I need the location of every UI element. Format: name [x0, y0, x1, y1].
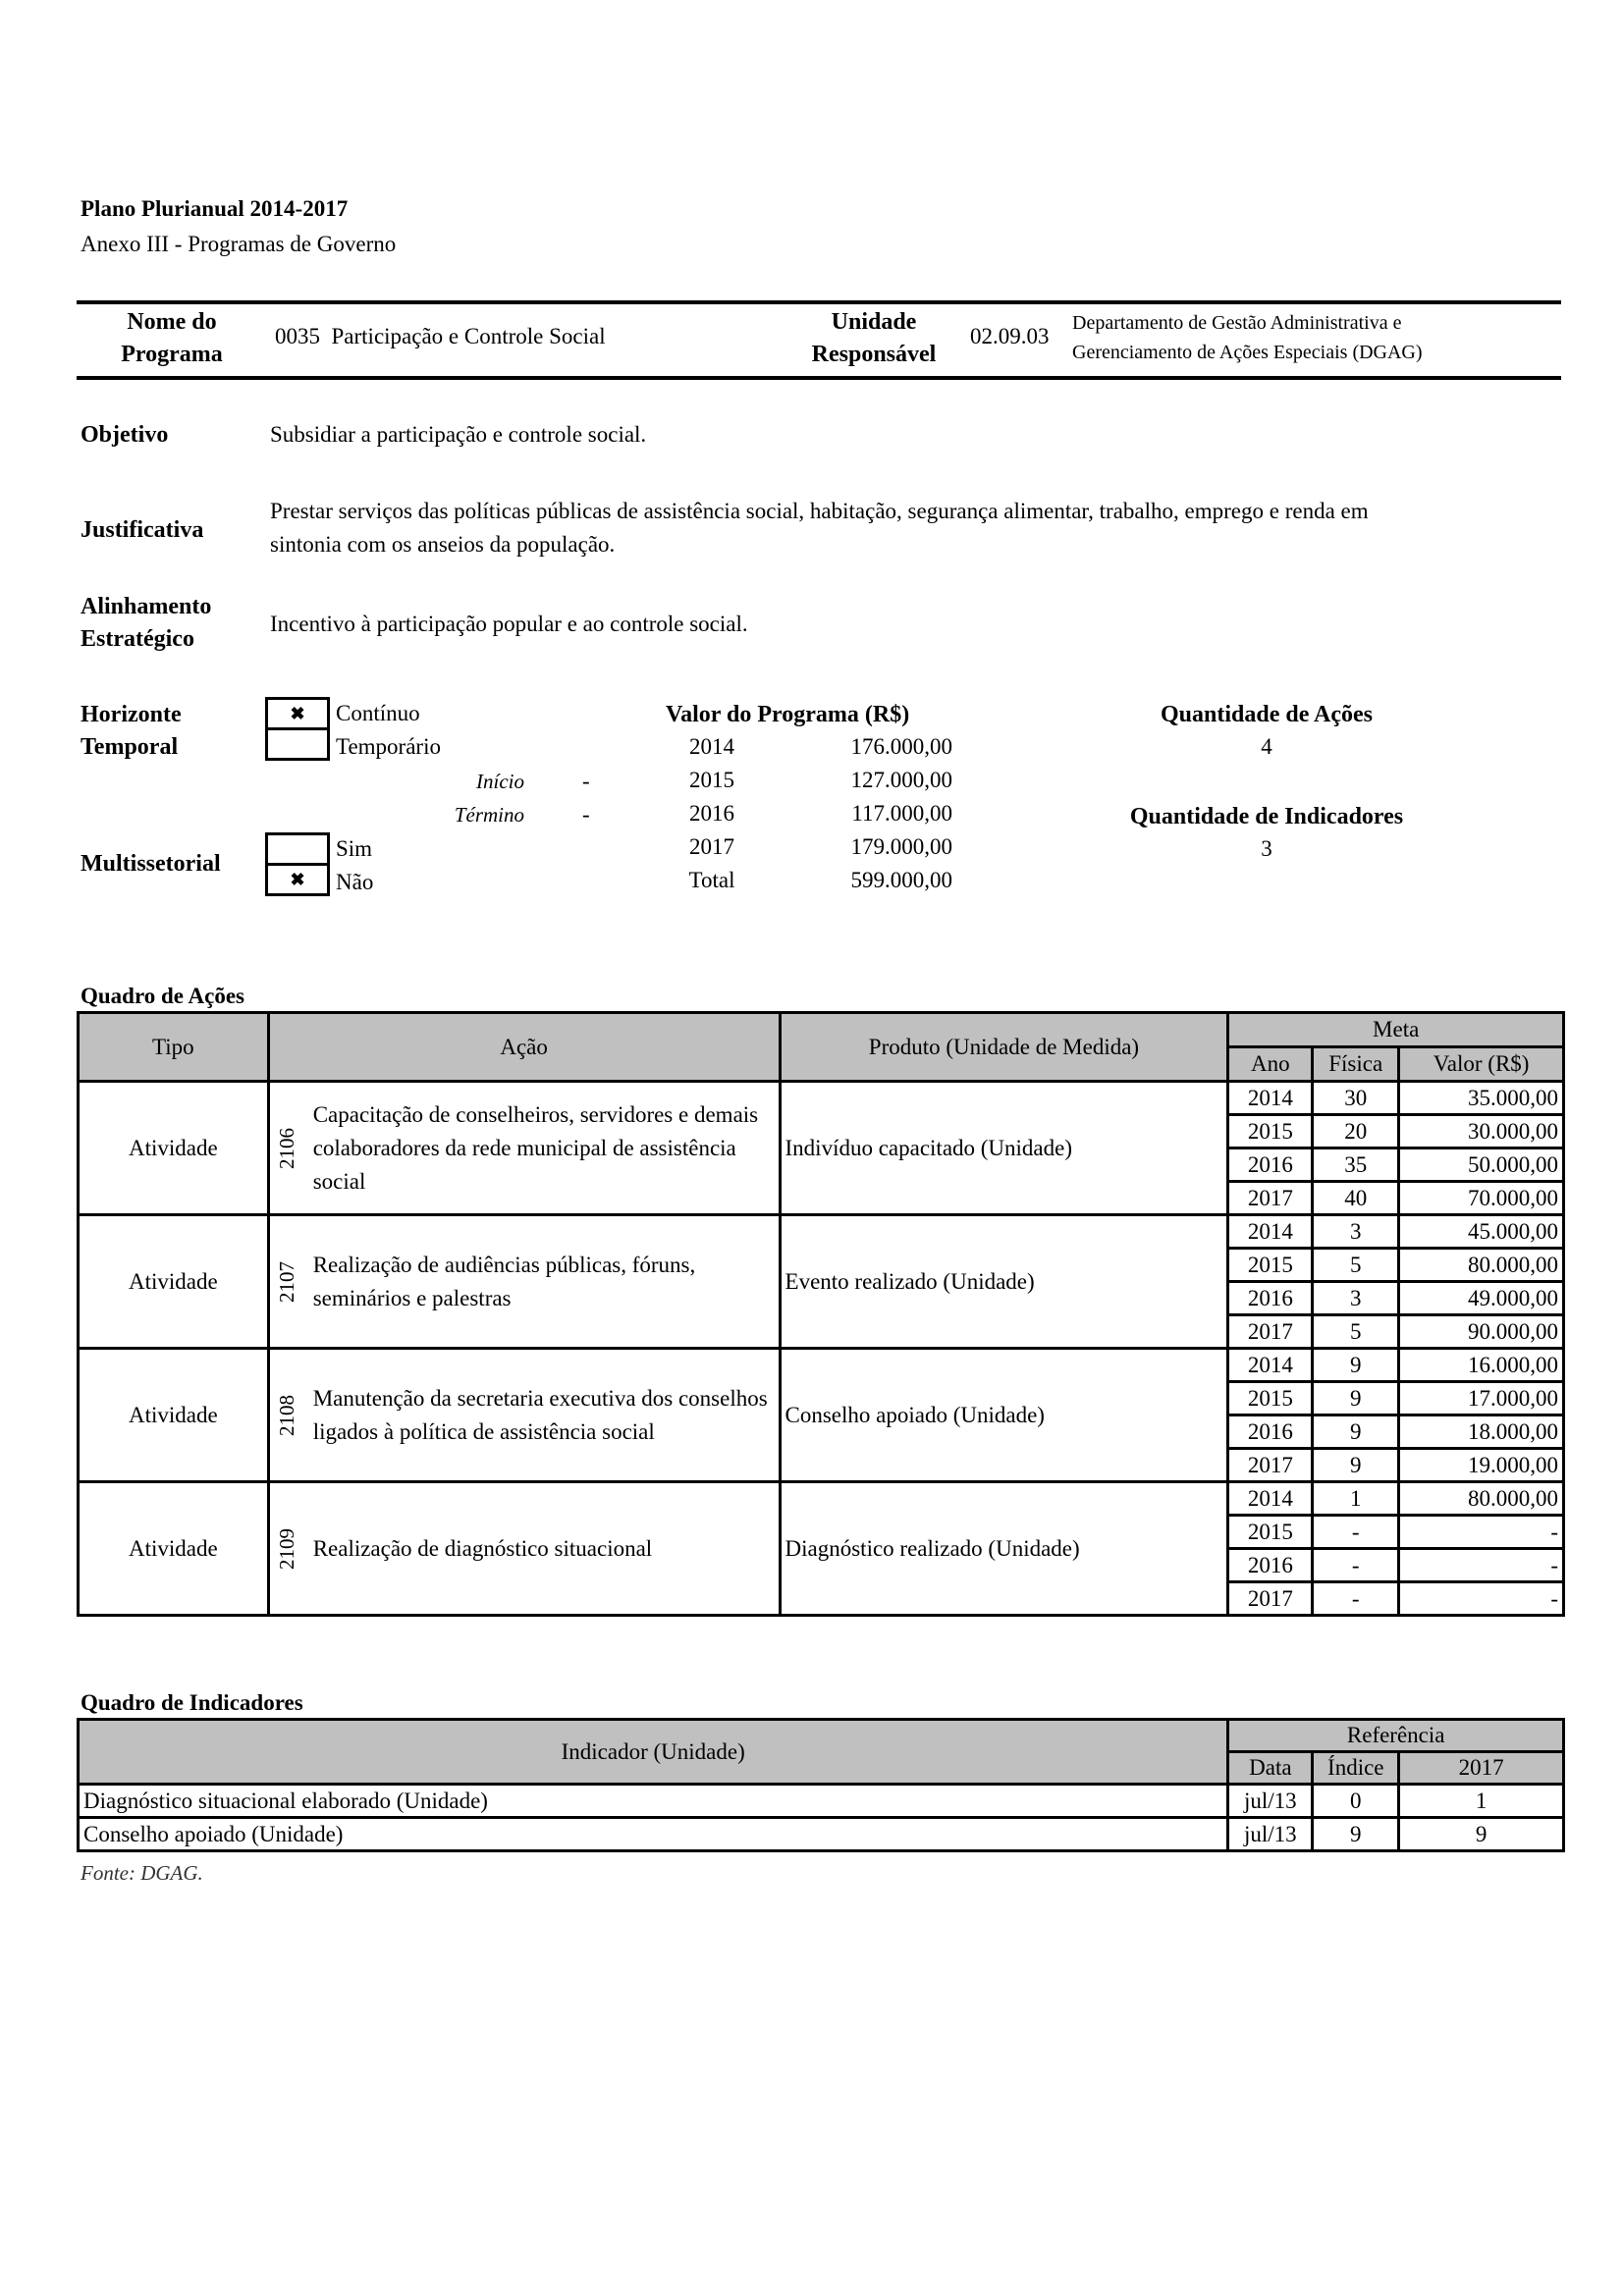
meta-fisica: - [1313, 1582, 1399, 1616]
meta-valor: 50.000,00 [1399, 1148, 1564, 1182]
col-header-referencia: Referência [1228, 1720, 1564, 1752]
produto-cell: Indivíduo capacitado (Unidade) [780, 1082, 1228, 1215]
meta-ano: 2017 [1228, 1315, 1313, 1349]
continuous-checkbox[interactable] [265, 697, 330, 730]
meta-fisica: 40 [1313, 1182, 1399, 1215]
col-header-meta: Meta [1228, 1013, 1564, 1047]
indicator-target: 1 [1399, 1785, 1564, 1818]
action-description: Realização de diagnóstico situacional [312, 1535, 653, 1561]
produto-cell: Conselho apoiado (Unidade) [780, 1349, 1228, 1482]
indicator-index: 9 [1313, 1818, 1399, 1851]
meta-ano: 2014 [1228, 1482, 1313, 1516]
indicators-table-title: Quadro de Indicadores [81, 1690, 303, 1715]
meta-valor: 18.000,00 [1399, 1415, 1564, 1449]
start-label: Início [476, 770, 524, 793]
continuous-label: Contínuo [336, 701, 420, 725]
program-name [275, 324, 606, 349]
meta-ano: 2014 [1228, 1082, 1313, 1115]
meta-fisica: 9 [1313, 1349, 1399, 1382]
acao-cell [268, 1349, 780, 1482]
meta-valor: - [1399, 1582, 1564, 1616]
meta-valor: 80.000,00 [1399, 1249, 1564, 1282]
tipo-cell: Atividade [79, 1349, 269, 1482]
meta-fisica: - [1313, 1516, 1399, 1549]
program-value-list [668, 734, 952, 901]
program-value-row: 2014 176.000,00 [689, 734, 952, 759]
indicator-name: Conselho apoiado (Unidade) [79, 1818, 1228, 1851]
action-description: Capacitação de conselheiros, servidores e demais colaboradores da rede municipal de assistência social [312, 1101, 759, 1194]
start-value: - [582, 769, 590, 793]
meta-fisica: 3 [1313, 1282, 1399, 1315]
meta-ano: 2015 [1228, 1382, 1313, 1415]
meta-valor: 17.000,00 [1399, 1382, 1564, 1415]
multisector-yes-label: Sim [336, 836, 373, 861]
program-code: 0035 [275, 324, 320, 348]
col-header-indice: Índice [1313, 1752, 1399, 1785]
produto-cell: Evento realizado (Unidade) [780, 1215, 1228, 1349]
indicator-date: jul/13 [1228, 1818, 1313, 1851]
meta-ano: 2016 [1228, 1415, 1313, 1449]
meta-valor: 80.000,00 [1399, 1482, 1564, 1516]
multisector-yes-checkbox[interactable] [265, 832, 330, 866]
program-name-label: Nome do Programa [121, 309, 223, 367]
table-row [79, 1349, 1564, 1382]
actions-table [77, 1011, 1565, 1617]
meta-ano: 2015 [1228, 1115, 1313, 1148]
actions-table-title: Quadro de Ações [81, 984, 244, 1008]
col-header-indicador: Indicador (Unidade) [79, 1720, 1228, 1785]
unit-name: Departamento de Gestão Administrativa e Gerenciamento de Ações Especiais (DGAG) [1072, 312, 1423, 363]
meta-fisica: 5 [1313, 1249, 1399, 1282]
end-value: - [582, 802, 590, 827]
unit-code: 02.09.03 [970, 324, 1050, 348]
time-horizon-label: Horizonte Temporal [81, 702, 182, 760]
justification-label: Justificativa [81, 517, 204, 543]
table-row [79, 1785, 1564, 1818]
program-value-total-row: Total 599.000,00 [688, 868, 952, 892]
meta-valor: - [1399, 1549, 1564, 1582]
alignment-label: Alinhamento Estratégico [81, 594, 212, 652]
produto-cell: Diagnóstico realizado (Unidade) [780, 1482, 1228, 1616]
meta-ano: 2017 [1228, 1449, 1313, 1482]
meta-ano: 2015 [1228, 1249, 1313, 1282]
meta-fisica: 30 [1313, 1082, 1399, 1115]
meta-fisica: 1 [1313, 1482, 1399, 1516]
meta-ano: 2014 [1228, 1215, 1313, 1249]
source-note: Fonte: DGAG. [81, 1861, 203, 1885]
x-mark-icon: ✖ [290, 703, 305, 723]
meta-valor: 49.000,00 [1399, 1282, 1564, 1315]
meta-fisica: 35 [1313, 1148, 1399, 1182]
meta-valor: 16.000,00 [1399, 1349, 1564, 1382]
bottom-rule [77, 376, 1561, 380]
program-title: Participação e Controle Social [331, 324, 606, 348]
col-header-data: Data [1228, 1752, 1313, 1785]
col-header-tipo: Tipo [79, 1013, 269, 1082]
temporary-checkbox[interactable] [265, 727, 330, 761]
action-description: Manutenção da secretaria executiva dos conselhos ligados à política de assistência social [312, 1385, 768, 1444]
actions-count-label: Quantidade de Ações [1160, 702, 1374, 727]
multisector-no-label: Não [336, 870, 374, 894]
multisector-no-checkbox[interactable] [265, 863, 330, 896]
meta-fisica: 20 [1313, 1115, 1399, 1148]
indicator-date: jul/13 [1228, 1785, 1313, 1818]
action-code: 2109 [275, 1527, 299, 1570]
table-row [79, 1215, 1564, 1249]
objective-label: Objetivo [81, 422, 169, 448]
document-title: Plano Plurianual 2014-2017 [81, 196, 349, 221]
table-row [79, 1818, 1564, 1851]
meta-fisica: 3 [1313, 1215, 1399, 1249]
meta-fisica: - [1313, 1549, 1399, 1582]
acao-cell [268, 1215, 780, 1349]
meta-fisica: 9 [1313, 1415, 1399, 1449]
tipo-cell: Atividade [79, 1482, 269, 1616]
col-header-acao: Ação [268, 1013, 780, 1082]
alignment-text: Incentivo à participação popular e ao controle social. [270, 612, 748, 636]
indicators-count-label: Quantidade de Indicadores [1129, 804, 1404, 829]
justification-text: Prestar serviços das políticas públicas de assistência social, habitação, segurança alimentar, trabalho, emprego e renda em sintonia com os anseios da população. [270, 499, 1369, 557]
action-code: 2108 [275, 1394, 299, 1436]
action-code: 2107 [275, 1260, 299, 1303]
indicator-target: 9 [1399, 1818, 1564, 1851]
meta-ano: 2014 [1228, 1349, 1313, 1382]
program-value-row: 2016 117.000,00 [689, 801, 952, 826]
temporary-label: Temporário [336, 734, 441, 759]
meta-valor: 19.000,00 [1399, 1449, 1564, 1482]
meta-valor: 45.000,00 [1399, 1215, 1564, 1249]
end-label: Término [454, 803, 524, 827]
meta-valor: - [1399, 1516, 1564, 1549]
indicators-table [77, 1718, 1565, 1852]
meta-ano: 2016 [1228, 1282, 1313, 1315]
col-header-valor: Valor (R$) [1399, 1047, 1564, 1082]
table-row [79, 1082, 1564, 1115]
col-header-2017: 2017 [1399, 1752, 1564, 1785]
tipo-cell: Atividade [79, 1215, 269, 1349]
indicators-count-value: 3 [1261, 836, 1272, 861]
meta-fisica: 5 [1313, 1315, 1399, 1349]
col-header-ano: Ano [1228, 1047, 1313, 1082]
meta-ano: 2016 [1228, 1549, 1313, 1582]
col-header-fisica: Física [1313, 1047, 1399, 1082]
meta-ano: 2016 [1228, 1148, 1313, 1182]
program-value-title: Valor do Programa (R$) [666, 702, 910, 727]
multisector-label: Multissetorial [81, 851, 221, 877]
actions-count-value: 4 [1261, 734, 1272, 759]
meta-fisica: 9 [1313, 1382, 1399, 1415]
program-value-row: 2017 179.000,00 [689, 834, 952, 859]
acao-cell [268, 1082, 780, 1215]
col-header-produto: Produto (Unidade de Medida) [780, 1013, 1228, 1082]
top-rule [77, 300, 1561, 304]
meta-valor: 70.000,00 [1399, 1182, 1564, 1215]
document-subtitle: Anexo III - Programas de Governo [81, 232, 397, 256]
meta-valor: 90.000,00 [1399, 1315, 1564, 1349]
meta-fisica: 9 [1313, 1449, 1399, 1482]
tipo-cell: Atividade [79, 1082, 269, 1215]
table-row [79, 1482, 1564, 1516]
indicator-index: 0 [1313, 1785, 1399, 1818]
indicator-name: Diagnóstico situacional elaborado (Unidade) [79, 1785, 1228, 1818]
x-mark-icon: ✖ [290, 869, 305, 889]
meta-ano: 2017 [1228, 1582, 1313, 1616]
action-description: Realização de audiências públicas, fóruns, seminários e palestras [312, 1252, 696, 1310]
meta-valor: 30.000,00 [1399, 1115, 1564, 1148]
objective-text: Subsidiar a participação e controle social. [270, 422, 647, 447]
action-code: 2106 [275, 1127, 299, 1169]
meta-ano: 2017 [1228, 1182, 1313, 1215]
program-value-row: 2015 127.000,00 [689, 768, 952, 792]
meta-ano: 2015 [1228, 1516, 1313, 1549]
unit-label: Unidade Responsável [811, 309, 937, 367]
meta-valor: 35.000,00 [1399, 1082, 1564, 1115]
acao-cell [268, 1482, 780, 1616]
